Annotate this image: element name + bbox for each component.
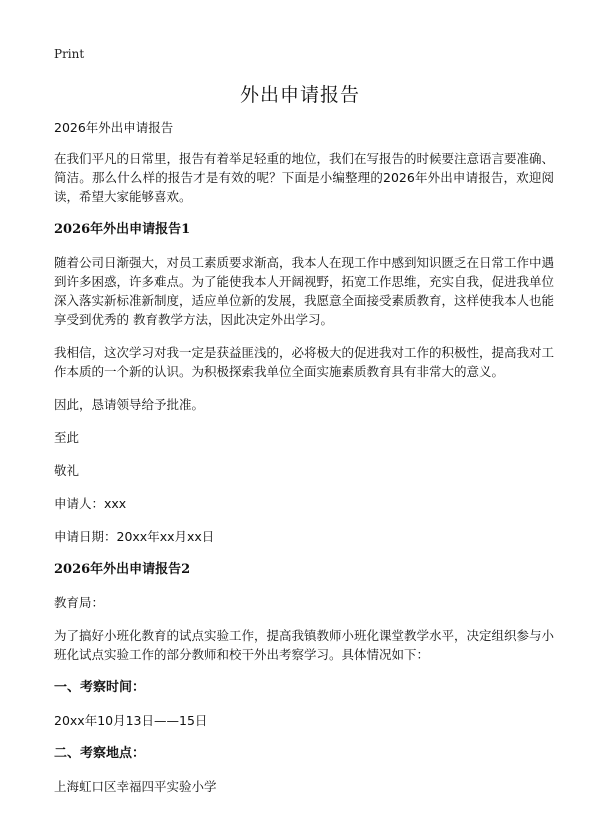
item2-value: 上海虹口区幸福四平实验小学 — [54, 779, 217, 794]
closing-line-1: 至此 — [54, 430, 80, 445]
recipient-line: 教育局： — [54, 595, 105, 610]
document-subtitle: 2026年外出申请报告 — [54, 120, 174, 135]
print-link[interactable]: Print — [54, 47, 85, 61]
section1-paragraph-1: 随着公司日渐强大，对员工素质要求渐高，我本人在现工作中感到知识匮乏在日常工作中遇到许多困惑，许多难点。为了能使我本人开阔视野，拓宽工作思维，充实自我，促进我单位深入落实新标准新制度，适应单位新的发展，我愿意全面接受素质教育，这样使我本人也能享受到优秀的 教育教学方法，因此决定外出学习。 — [54, 255, 555, 327]
item1-heading: 一、考察时间： — [54, 680, 146, 695]
document-title: 外出申请报告 — [239, 84, 360, 106]
intro-paragraph: 在我们平凡的日常里，报告有着举足轻重的地位，我们在写报告的时候要注意语言要准确、简洁。那么什么样的报告才是有效的呢？下面是小编整理的2026年外出申请报告，欢迎阅读，希望大家能够喜欢。 — [54, 151, 555, 204]
document-body — [54, 118, 554, 796]
section1-paragraph-3: 因此，恳请领导给予批准。 — [54, 397, 205, 412]
section2-paragraph-1: 为了搞好小班化教育的试点实验工作，提高我镇教师小班化课堂教学水平，决定组织参与小班化试点实验工作的部分教师和校干外出考察学习。具体情况如下： — [54, 628, 555, 662]
item2-heading: 二、考察地点： — [54, 746, 146, 761]
section1-heading: 2026年外出申请报告1 — [54, 222, 191, 237]
date-line: 申请日期：20xx年xx月xx日 — [54, 529, 215, 544]
section1-paragraph-2: 我相信，这次学习对我一定是获益匪浅的，必将极大的促进我对工作的积极性，提高我对工作本质的一个新的认识。为积极探索我单位全面实施素质教育具有非常大的意义。 — [54, 345, 555, 379]
item1-value: 20xx年10月13日——15日 — [54, 713, 208, 728]
section2-heading: 2026年外出申请报告2 — [54, 562, 191, 577]
closing-line-2: 敬礼 — [54, 463, 80, 478]
applicant-line: 申请人：xxx — [54, 496, 127, 511]
